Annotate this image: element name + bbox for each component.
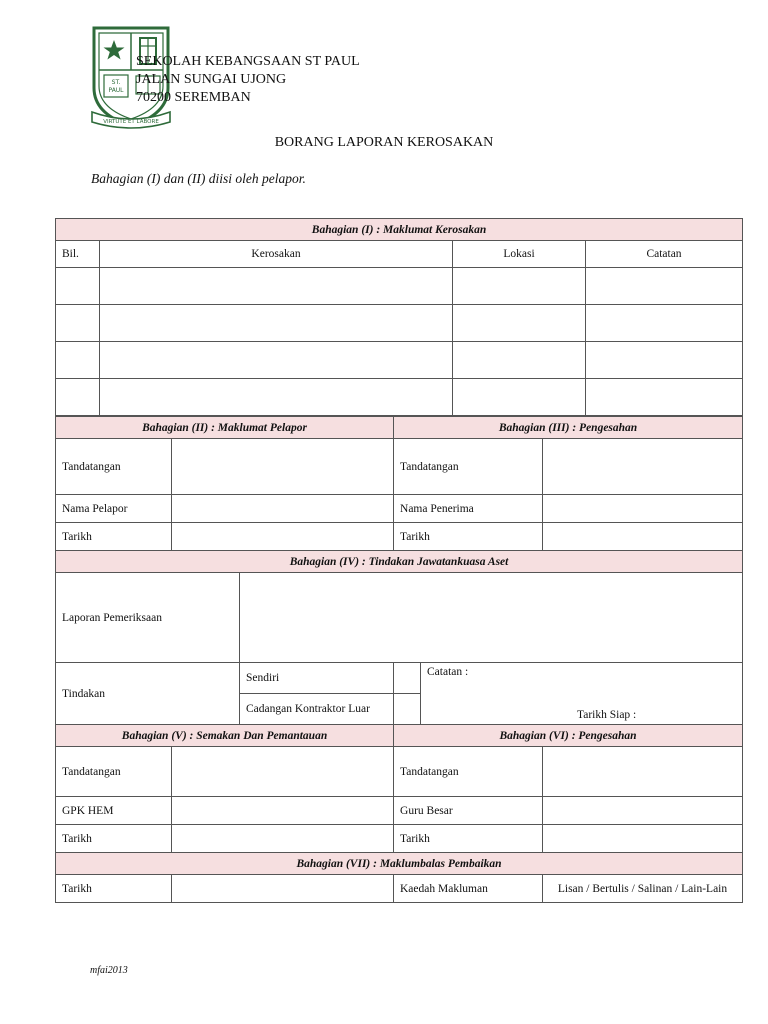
catatan-cell[interactable] bbox=[586, 379, 743, 416]
lokasi-cell[interactable] bbox=[453, 268, 586, 305]
section-7-table bbox=[55, 852, 743, 903]
section-1-title: Bahagian (I) : Maklumat Kerosakan bbox=[56, 219, 743, 241]
svg-text:ST.: ST. bbox=[111, 79, 121, 86]
table-row bbox=[56, 268, 743, 305]
action-option-contractor-checkbox[interactable] bbox=[394, 694, 421, 725]
kerosakan-cell[interactable] bbox=[100, 305, 453, 342]
inspection-report-field[interactable] bbox=[240, 573, 743, 663]
reporter-name-field[interactable] bbox=[172, 495, 394, 523]
catatan-cell[interactable] bbox=[586, 268, 743, 305]
receiver-name-label: Nama Penerima bbox=[394, 495, 543, 523]
action-option-self-checkbox[interactable] bbox=[394, 663, 421, 694]
bil-cell[interactable] bbox=[56, 305, 100, 342]
gpk-date-label: Tarikh bbox=[56, 825, 172, 853]
section-2-3-table bbox=[55, 416, 743, 551]
section-7-title: Bahagian (VII) : Maklumbalas Pembaikan bbox=[56, 853, 743, 875]
receiver-date-field[interactable] bbox=[543, 523, 743, 551]
section-3-title: Bahagian (III) : Pengesahan bbox=[394, 417, 743, 439]
receiver-name-field[interactable] bbox=[543, 495, 743, 523]
headmaster-signature-label: Tandatangan bbox=[394, 747, 543, 797]
notification-method-options[interactable]: Lisan / Bertulis / Salinan / Lain-Lain bbox=[543, 875, 743, 903]
headmaster-role-field[interactable] bbox=[543, 797, 743, 825]
lokasi-cell[interactable] bbox=[453, 342, 586, 379]
school-address-line1: JALAN SUNGAI UJONG bbox=[136, 72, 287, 87]
school-address-line2: 70200 SEREMBAN bbox=[136, 90, 251, 105]
bil-cell[interactable] bbox=[56, 342, 100, 379]
receiver-date-label: Tarikh bbox=[394, 523, 543, 551]
footer-code: mfai2013 bbox=[90, 965, 128, 976]
table-row bbox=[56, 342, 743, 379]
lokasi-cell[interactable] bbox=[453, 305, 586, 342]
action-option-contractor-label: Cadangan Kontraktor Luar bbox=[240, 694, 394, 725]
section-2-title: Bahagian (II) : Maklumat Pelapor bbox=[56, 417, 394, 439]
table-row bbox=[56, 305, 743, 342]
gpk-role-label: GPK HEM bbox=[56, 797, 172, 825]
table-row bbox=[56, 379, 743, 416]
gpk-role-field[interactable] bbox=[172, 797, 394, 825]
section-1-table bbox=[55, 218, 743, 416]
receiver-signature-label: Tandatangan bbox=[394, 439, 543, 495]
notification-method-label: Kaedah Makluman bbox=[394, 875, 543, 903]
school-name: SEKOLAH KEBANGSAAN ST PAUL bbox=[136, 54, 360, 69]
section-5-6-table bbox=[55, 724, 743, 853]
reporter-signature-label: Tandatangan bbox=[56, 439, 172, 495]
headmaster-date-field[interactable] bbox=[543, 825, 743, 853]
svg-text:VIRTUTE ET LABORE: VIRTUTE ET LABORE bbox=[103, 119, 159, 125]
form-title: BORANG LAPORAN KEROSAKAN bbox=[274, 135, 494, 150]
action-option-self-label: Sendiri bbox=[240, 663, 394, 694]
school-header bbox=[136, 53, 360, 107]
feedback-date-label: Tarikh bbox=[56, 875, 172, 903]
gpk-signature-label: Tandatangan bbox=[56, 747, 172, 797]
lokasi-cell[interactable] bbox=[453, 379, 586, 416]
gpk-signature-field[interactable] bbox=[172, 747, 394, 797]
form-instruction: Bahagian (I) dan (II) diisi oleh pelapor. bbox=[91, 171, 306, 186]
kerosakan-cell[interactable] bbox=[100, 379, 453, 416]
headmaster-role-label: Guru Besar bbox=[394, 797, 543, 825]
kerosakan-cell[interactable] bbox=[100, 342, 453, 379]
reporter-date-label: Tarikh bbox=[56, 523, 172, 551]
section-5-title: Bahagian (V) : Semakan Dan Pemantauan bbox=[56, 725, 394, 747]
column-header-bil: Bil. bbox=[56, 241, 100, 268]
action-notes-cell[interactable] bbox=[421, 663, 743, 725]
reporter-signature-field[interactable] bbox=[172, 439, 394, 495]
inspection-report-label: Laporan Pemeriksaan bbox=[56, 573, 240, 663]
section-4-table bbox=[55, 550, 743, 725]
svg-text:PAUL: PAUL bbox=[108, 87, 124, 94]
catatan-cell[interactable] bbox=[586, 305, 743, 342]
reporter-date-field[interactable] bbox=[172, 523, 394, 551]
action-label: Tindakan bbox=[56, 663, 240, 725]
section-4-title: Bahagian (IV) : Tindakan Jawatankuasa Aset bbox=[56, 551, 743, 573]
headmaster-signature-field[interactable] bbox=[543, 747, 743, 797]
column-header-kerosakan: Kerosakan bbox=[100, 241, 453, 268]
kerosakan-cell[interactable] bbox=[100, 268, 453, 305]
bil-cell[interactable] bbox=[56, 268, 100, 305]
section-6-title: Bahagian (VI) : Pengesahan bbox=[394, 725, 743, 747]
catatan-cell[interactable] bbox=[586, 342, 743, 379]
headmaster-date-label: Tarikh bbox=[394, 825, 543, 853]
column-header-lokasi: Lokasi bbox=[453, 241, 586, 268]
action-notes-label: Catatan : bbox=[427, 666, 469, 678]
reporter-name-label: Nama Pelapor bbox=[56, 495, 172, 523]
column-header-catatan: Catatan bbox=[586, 241, 743, 268]
ready-date-label: Tarikh Siap : bbox=[577, 709, 637, 721]
gpk-date-field[interactable] bbox=[172, 825, 394, 853]
feedback-date-field[interactable] bbox=[172, 875, 394, 903]
bil-cell[interactable] bbox=[56, 379, 100, 416]
receiver-signature-field[interactable] bbox=[543, 439, 743, 495]
